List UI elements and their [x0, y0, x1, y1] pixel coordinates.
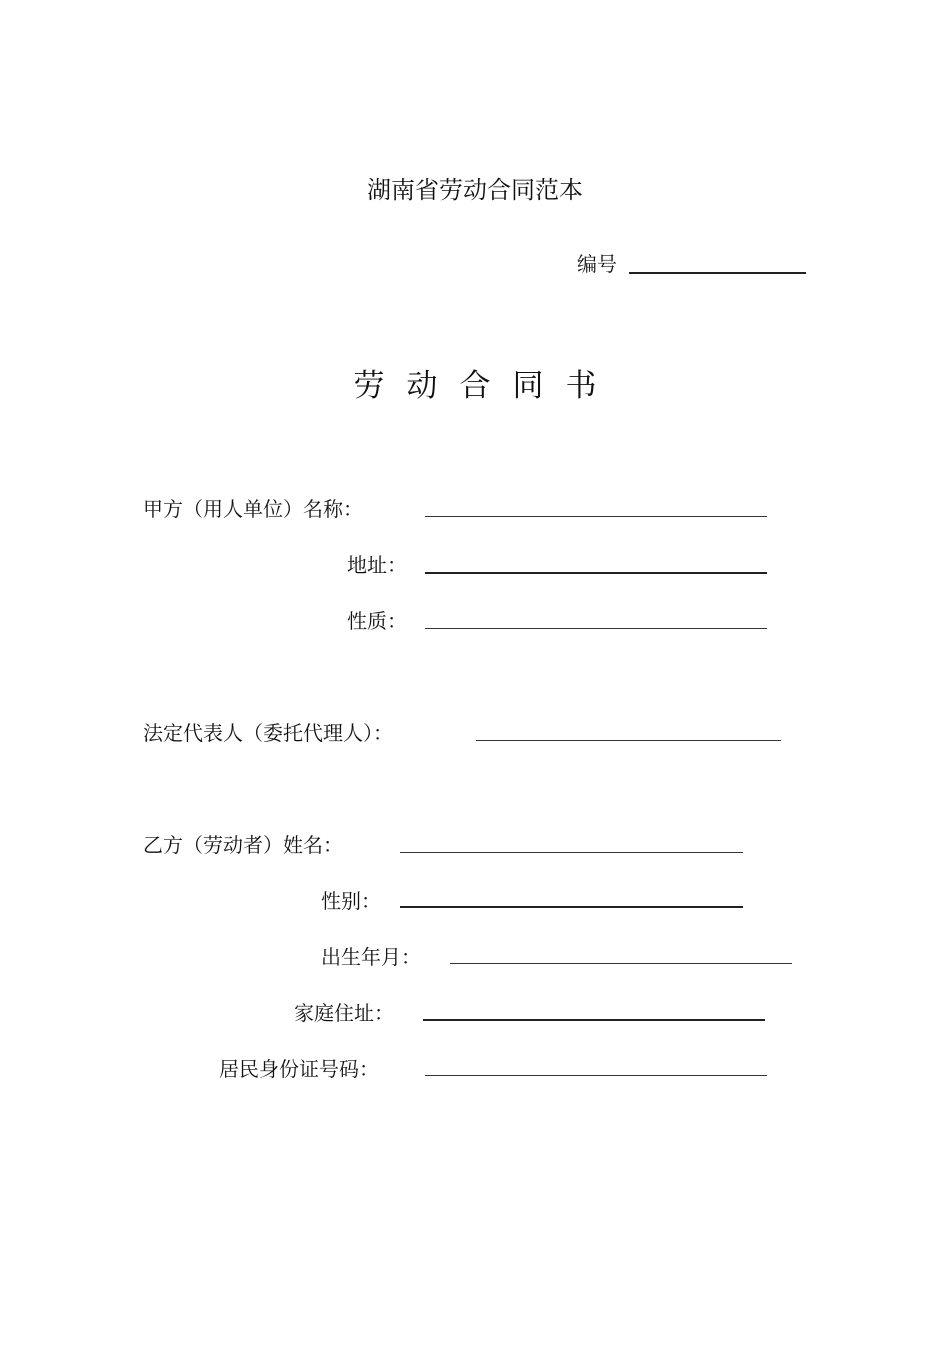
party-b-id-number-label: 居民身份证号码：	[219, 1057, 379, 1081]
document-title: 劳动合同书	[353, 368, 619, 404]
contract-number-label: 编号	[577, 252, 617, 276]
party-a-nature-label: 性质：	[347, 609, 407, 633]
party-b-name-blank[interactable]	[400, 852, 743, 853]
legal-representative-blank[interactable]	[476, 740, 781, 741]
party-b-gender-label: 性别：	[321, 889, 381, 913]
document-subtitle: 湖南省劳动合同范本	[367, 176, 583, 204]
party-b-home-address-label: 家庭住址：	[294, 1001, 394, 1025]
party-a-name-label: 甲方（用人单位）名称：	[143, 497, 363, 521]
party-a-address-blank[interactable]	[425, 572, 767, 574]
party-b-birth-blank[interactable]	[450, 963, 792, 964]
party-b-name-label: 乙方（劳动者）姓名：	[143, 833, 343, 857]
party-a-address-label: 地址：	[347, 553, 407, 577]
party-b-home-address-blank[interactable]	[423, 1019, 765, 1021]
party-a-nature-blank[interactable]	[425, 628, 767, 629]
party-b-gender-blank[interactable]	[400, 906, 743, 908]
contract-number-blank[interactable]	[629, 272, 806, 274]
party-b-id-number-blank[interactable]	[425, 1075, 767, 1076]
party-a-name-blank[interactable]	[425, 516, 767, 517]
legal-representative-label: 法定代表人（委托代理人）：	[143, 721, 393, 745]
party-b-birth-label: 出生年月：	[321, 945, 421, 969]
